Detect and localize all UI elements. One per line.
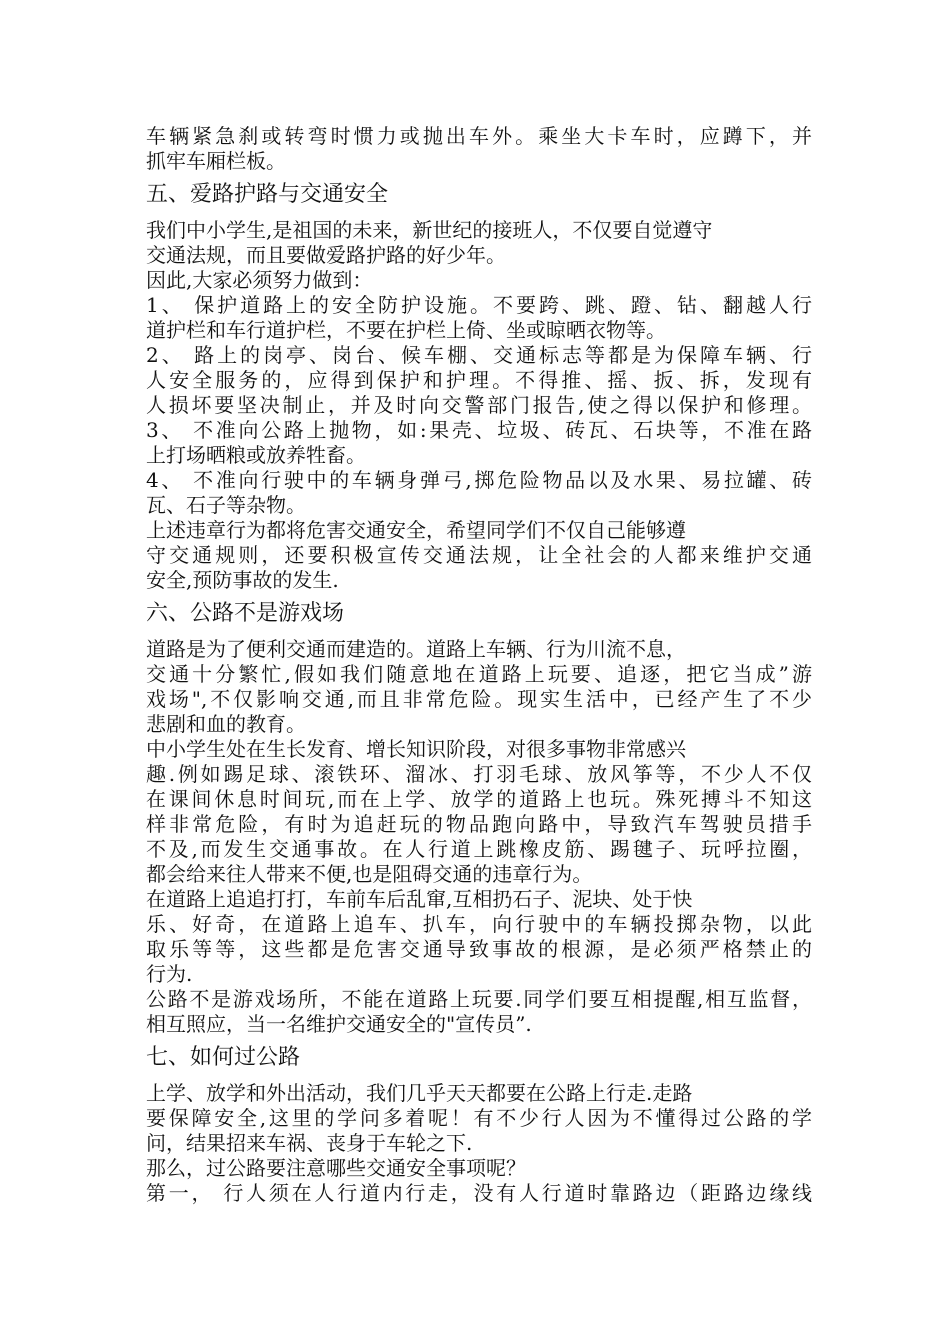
- text-line: 我们中小学生,是祖国的未来，新世纪的接班人，不仅要自觉遵守: [146, 218, 713, 242]
- paragraph: [146, 1081, 812, 1206]
- text-line: 交通十分繁忙,假如我们随意地在道路上玩要、追逐，把它当成”游: [146, 662, 812, 686]
- text-line: 戏场",不仅影响交通,而且非常危险。现实生活中，已经产生了不少: [146, 687, 812, 711]
- text-line: 4、 不准向行驶中的车辆身弹弓,掷危险物品以及水果、易拉罐、砖: [146, 468, 812, 492]
- text-line: 人损坏要坚决制止，并及时向交警部门报告,使之得以保护和修理。: [146, 393, 812, 417]
- text-line: 瓦、石子等杂物。: [146, 493, 306, 517]
- text-line: 都会给来往人带来不便,也是阻碍交通的违章行为。: [146, 862, 593, 886]
- text-line: 2、 路上的岗亭、岗台、候车棚、交通标志等都是为保障车辆、行: [146, 343, 812, 367]
- text-line: 样非常危险，有时为追赶玩的物品跑向路中，导致汽车驾驶员措手: [146, 812, 812, 836]
- text-line: 上打场晒粮或放养牲畜。: [146, 443, 366, 467]
- text-line: 中小学生处在生长发育、增长知识阶段，对很多事物非常感兴: [146, 737, 686, 761]
- text-line: 道路是为了便利交通而建造的。道路上车辆、行为川流不息，: [146, 637, 686, 661]
- text-line: 人安全服务的，应得到保护和护理。不得推、摇、扳、拆，发现有: [146, 368, 812, 392]
- text-line: 相互照应，当一名维护交通安全的"宣传员”.: [146, 1012, 532, 1036]
- text-line: 车辆紧急刹或转弯时惯力或抛出车外。乘坐大卡车时，应蹲下，并: [146, 124, 812, 148]
- text-line: 守交通规则，还要积极宣传交通法规，让全社会的人都来维护交通: [146, 543, 812, 567]
- section-heading: 七、如何过公路: [146, 1045, 301, 1070]
- text-line: 公路不是游戏场所，不能在道路上玩要.同学们要互相提醒,相互监督，: [146, 987, 812, 1011]
- text-line: 不及,而发生交通事故。在人行道上跳橡皮筋、踢毽子、玩呼拉圈，: [146, 837, 812, 861]
- text-line: 趣.例如踢足球、滚铁环、溜冰、打羽毛球、放风筝等，不少人不仅: [146, 762, 812, 786]
- text-line: 因此,大家必须努力做到：: [146, 268, 373, 292]
- text-line: 取乐等等，这些都是危害交通导致事故的根源，是必须严格禁止的: [146, 937, 812, 961]
- text-line: 要保障安全,这里的学问多着呢！有不少行人因为不懂得过公路的学: [146, 1106, 812, 1130]
- paragraph: [146, 637, 812, 1037]
- text-line: 第一， 行人须在人行道内行走，没有人行道时靠路边（距路边缘线: [146, 1181, 812, 1205]
- text-line: 交通法规，而且要做爱路护路的好少年。: [146, 243, 506, 267]
- document-body: [146, 124, 812, 1206]
- text-line: 悲剧和血的教育。: [146, 712, 306, 736]
- text-line: 3、 不准向公路上抛物，如:果壳、垃圾、砖瓦、石块等，不准在路: [146, 418, 812, 442]
- section-heading: 五、爱路护路与交通安全: [146, 182, 389, 207]
- text-line: 在道路上追追打打，车前车后乱窜,互相扔石子、泥块、处于快: [146, 887, 693, 911]
- text-line: 问，结果招来车祸、丧身于车轮之下.: [146, 1131, 473, 1155]
- text-line: 上述违章行为都将危害交通安全，希望同学们不仅自己能够遵: [146, 518, 686, 542]
- text-line: 安全,预防事故的发生.: [146, 568, 339, 592]
- text-line: 那么，过公路要注意哪些交通安全事项呢？: [146, 1156, 526, 1180]
- text-line: 上学、放学和外出活动，我们几乎天天都要在公路上行走.走路: [146, 1081, 693, 1105]
- paragraph: [146, 218, 812, 593]
- text-line: 行为.: [146, 962, 193, 986]
- section-heading: 六、公路不是游戏场: [146, 601, 345, 626]
- text-line: 乐、好奇，在道路上追车、扒车，向行驶中的车辆投掷杂物，以此: [146, 912, 812, 936]
- text-line: 抓牢车厢栏板。: [146, 149, 286, 173]
- paragraph: [146, 124, 812, 174]
- text-line: 道护栏和车行道护栏，不要在护栏上倚、坐或晾晒衣物等。: [146, 318, 666, 342]
- text-line: 1、 保护道路上的安全防护设施。不要跨、跳、蹬、钻、翻越人行: [146, 293, 812, 317]
- text-line: 在课间休息时间玩,而在上学、放学的道路上也玩。殊死搏斗不知这: [146, 787, 812, 811]
